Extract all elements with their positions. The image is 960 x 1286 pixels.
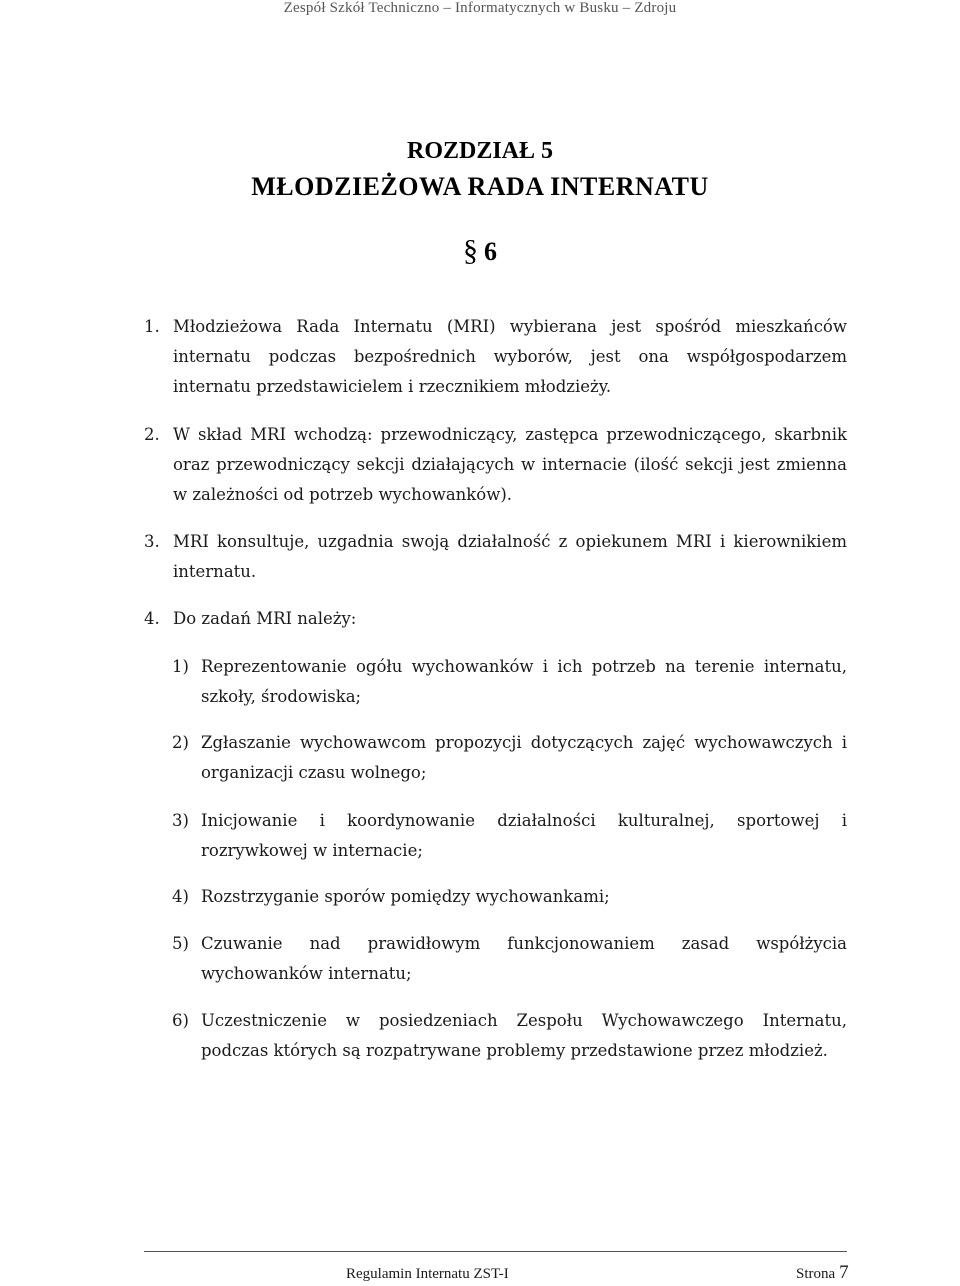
- task-text: Uczestniczenie w posiedzeniach Zespołu Wychowawczego Internatu, podczas których są rozpatrywane problemy przedstawione przez młodzież.: [201, 1011, 847, 1060]
- chapter-title: MŁODZIEŻOWA RADA INTERNATU: [251, 172, 709, 201]
- paragraph-2: [144, 420, 847, 510]
- paragraph-text: MRI konsultuje, uzgadnia swoją działalność z opiekunem MRI i kierownikiem internatu.: [173, 532, 847, 581]
- task-number: 3): [172, 811, 189, 830]
- footer-divider: [144, 1251, 847, 1252]
- task-item-1: [172, 652, 847, 712]
- section-heading: [0, 234, 960, 268]
- footer-page-number: 7: [839, 1262, 849, 1283]
- paragraph-text: Do zadań MRI należy:: [173, 609, 357, 628]
- page-header: Zespół Szkół Techniczno – Informatycznych w Busku – Zdroju: [283, 0, 677, 16]
- paragraph-text: Młodzieżowa Rada Internatu (MRI) wybierana jest spośród mieszkańców internatu podczas bezpośrednich wyborów, jest ona współgospodarzem internatu przedstawicielem i rzecznikiem młodzieży.: [173, 317, 847, 396]
- paragraph-number: 3.: [144, 532, 160, 551]
- task-number: 2): [172, 733, 189, 752]
- task-item-4: [172, 882, 847, 912]
- task-text: Rozstrzyganie sporów pomiędzy wychowankami;: [201, 887, 610, 906]
- footer-page-indicator: [796, 1262, 849, 1284]
- task-text: Czuwanie nad prawidłowym funkcjonowaniem zasad współżycia wychowanków internatu;: [201, 934, 847, 983]
- paragraph-text: W skład MRI wchodzą: przewodniczący, zastępca przewodniczącego, skarbnik oraz przewodniczący sekcji działających w internacie (ilość sekcji jest zmienna w zależności od potrzeb wychowanków).: [173, 425, 847, 504]
- task-number: 5): [172, 934, 189, 953]
- chapter-number: ROZDZIAŁ 5: [406, 138, 554, 164]
- task-text: Inicjowanie i koordynowanie działalności kulturalnej, sportowej i rozrywkowej w internacie;: [201, 811, 847, 860]
- task-text: Reprezentowanie ogółu wychowanków i ich potrzeb na terenie internatu, szkoły, środowiska;: [201, 657, 847, 706]
- paragraph-3: [144, 527, 847, 587]
- paragraph-number: 4.: [144, 609, 160, 628]
- task-item-5: [172, 929, 847, 989]
- section-sign: §: [463, 234, 478, 267]
- task-item-3: [172, 806, 847, 866]
- footer-page-label: Strona: [796, 1266, 836, 1282]
- section-number: 6: [484, 237, 497, 266]
- paragraph-1: [144, 312, 847, 402]
- task-number: 6): [172, 1011, 189, 1030]
- paragraph-number: 1.: [144, 317, 160, 336]
- paragraph-4: [144, 604, 847, 634]
- task-item-6: [172, 1006, 847, 1066]
- footer-document-title: Regulamin Internatu ZST-I: [346, 1266, 509, 1282]
- task-number: 1): [172, 657, 189, 676]
- task-number: 4): [172, 887, 189, 906]
- paragraph-number: 2.: [144, 425, 160, 444]
- task-text: Zgłaszanie wychowawcom propozycji dotyczących zajęć wychowawczych i organizacji czasu wolnego;: [201, 733, 847, 782]
- task-item-2: [172, 728, 847, 788]
